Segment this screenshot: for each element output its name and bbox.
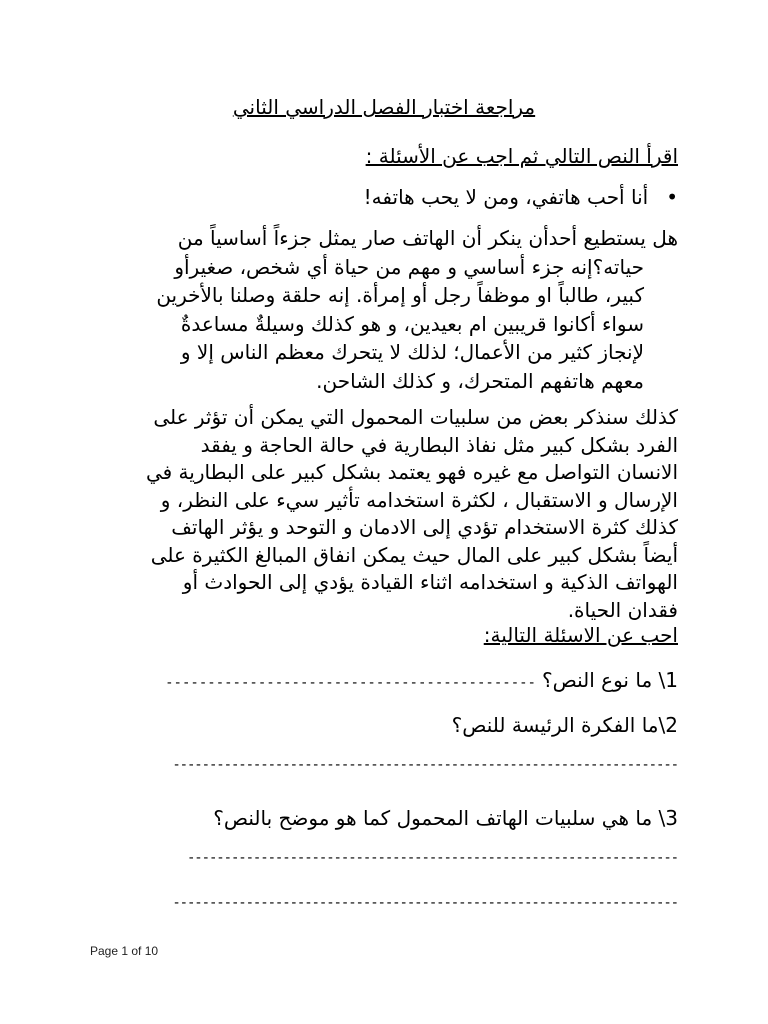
bullet-heading — [364, 182, 678, 212]
passage-line: أيضاً بشكل كبير على المال حيث يمكن انفاق المبالغ الكثيرة على — [150, 542, 678, 567]
page-number-footer: Page 1 of 10 — [90, 944, 159, 958]
questions-heading: احب عن الاسئلة التالية: — [483, 623, 678, 647]
bullet-icon: • — [666, 185, 678, 209]
passage-line: لإنجاز كثير من الأعمال؛ لذلك لا يتحرك معظم الناس إلا و — [180, 340, 644, 364]
passage-line: كذلك سنذكر بعض من سلبيات المحمول التي يمكن أن تؤثر على — [153, 405, 678, 429]
document-title: مراجعة اختبار الفصل الدراسي الثاني — [232, 95, 536, 119]
passage-line: هل يستطيع أحدأن ينكر أن الهاتف صار يمثل جزءاً أساسياً من — [177, 226, 678, 250]
passage-line: كذلك كثرة الاستخدام تؤدي إلى الادمان و التوحد و يؤثر الهاتف — [171, 515, 678, 539]
passage-line: فقدان الحياة. — [567, 597, 678, 622]
answer-line-3b: --------------------------------------------------------------------- — [172, 895, 678, 911]
reading-instruction: اقرأ النص التالي ثم اجب عن الأسئلة : — [365, 144, 678, 168]
passage-line: سواء أكانوا قريبين ام بعيدين، و هو كذلك وسيلةٌ مساعدةٌ — [180, 311, 644, 336]
passage-paragraph-1 — [88, 224, 678, 395]
passage-line: الانسان التواصل مع غيره فهو يعتمد بشكل كبير على البطارية في — [145, 460, 678, 484]
passage-line: حياته؟إنه جزء أساسي و مهم من حياة أي شخص، صغيرأو — [174, 254, 644, 279]
bullet-text: أنا أحب هاتفي، ومن لا يحب هاتفه! — [363, 185, 649, 209]
passage-line: كبير، طالباً او موظفاً رجل أو إمرأة. إنه حلقة وصلنا بالأخرين — [156, 283, 644, 307]
passage-line: الإرسال و الاستقبال ، لكثرة استخدامه تأثير سيء على النظر، و — [160, 487, 678, 512]
question-2: 2\ما الفكرة الرئيسة للنص؟ — [451, 713, 678, 737]
passage-line: الهواتف الذكية و استخدامه اثناء القيادة يؤدي إلى الحوادث أو — [182, 570, 678, 594]
answer-line-2: --------------------------------------------------------------------- — [172, 757, 678, 773]
passage-paragraph-2 — [88, 404, 678, 624]
answer-line-1: -------------------------------------------- — [165, 675, 536, 691]
answer-line-3a: ------------------------------------------------------------------- — [186, 850, 678, 866]
passage-line: معهم هاتفهم المتحرك، و كذلك الشاحن. — [316, 368, 644, 393]
question-1 — [165, 665, 678, 698]
question-1-text: 1\ ما نوع النص؟ — [542, 668, 678, 692]
passage-line: الفرد بشكل كبير مثل نفاذ البطارية في حالة الحاجة و يفقد — [200, 432, 678, 457]
question-3: 3\ ما هي سلبيات الهاتف المحمول كما هو موضح بالنص؟ — [213, 806, 678, 830]
